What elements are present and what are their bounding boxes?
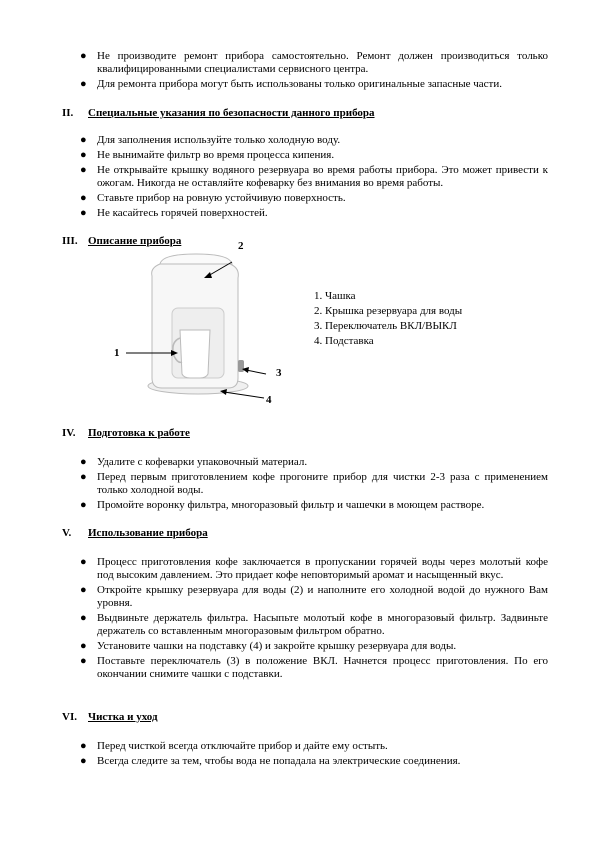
bullet-icon: ● <box>80 640 87 652</box>
list-item: ● Перед первым приготовлением кофе прогоните прибор для чистки 2-3 раза с применением только холодной воды. <box>80 471 548 496</box>
section-heading-description: III. Описание прибора <box>62 235 182 247</box>
safety-bullet-list <box>0 134 595 222</box>
list-item: ● Установите чашки на подставку (4) и закройте крышку резервуара для воды. <box>80 640 457 652</box>
callout-3: 3 <box>276 367 282 379</box>
bullet-icon: ● <box>80 584 87 596</box>
preparation-bullet-list <box>0 456 595 514</box>
legend-item: 1. Чашка <box>314 290 356 302</box>
lid-shape <box>160 254 232 264</box>
switch-shape <box>238 360 244 372</box>
section-heading-cleaning: VI. Чистка и уход <box>62 711 158 723</box>
callout-4: 4 <box>266 394 272 406</box>
bullet-icon: ● <box>80 471 87 483</box>
bullet-icon: ● <box>80 499 87 511</box>
list-item: ● Промойте воронку фильтра, многоразовый фильтр и чашечки в моющем растворе. <box>80 499 485 511</box>
list-item: ● Ставьте прибор на ровную устойчивую поверхность. <box>80 192 346 204</box>
section-heading-safety: II. Специальные указания по безопасности данного прибора <box>62 107 375 119</box>
bullet-icon: ● <box>80 149 87 161</box>
arrow-4 <box>224 392 264 398</box>
section-heading-usage: V. Использование прибора <box>62 527 208 539</box>
callout-1: 1 <box>114 347 120 359</box>
list-item: ● Откройте крышку резервуара для воды (2) и наполните его холодной водой до нужного Вам уровня. <box>80 584 548 609</box>
legend-item: 3. Переключатель ВКЛ/ВЫКЛ <box>314 320 457 332</box>
bullet-icon: ● <box>80 612 87 624</box>
legend-item: 2. Крышка резервуара для воды <box>314 305 463 317</box>
list-item: ● Не производите ремонт прибора самостоятельно. Ремонт должен производиться только квалифицированными специалистами сервисного центра. <box>80 50 548 75</box>
legend-item: 4. Подставка <box>314 335 374 347</box>
bullet-icon: ● <box>80 134 87 146</box>
bullet-icon: ● <box>80 78 87 90</box>
list-item: ● Всегда следите за тем, чтобы вода не попадала на электрические соединения. <box>80 755 461 767</box>
list-item: ● Перед чисткой всегда отключайте прибор и дайте ему остыть. <box>80 740 388 752</box>
bullet-icon: ● <box>80 755 87 767</box>
list-item: ● Для ремонта прибора могут быть использованы только оригинальные запасные части. <box>80 78 502 90</box>
list-item: ● Не открывайте крышку водяного резервуара во время работы прибора. Это может привести к ожогам. Никогда не оставляйте кофеварку без внимания во время работы. <box>80 164 548 189</box>
intro-bullet-list <box>0 50 595 93</box>
list-item: ● Процесс приготовления кофе заключается в пропускании горячей воды через молотый кофе под высоким давлением. Это придает кофе неповторимый аромат и насыщенный вкус. <box>80 556 548 581</box>
section-heading-preparation: IV. Подготовка к работе <box>62 427 190 439</box>
coffee-maker-illustration <box>100 238 310 408</box>
usage-bullet-list <box>0 556 595 683</box>
list-item: ● Для заполнения используйте только холодную воду. <box>80 134 341 146</box>
bullet-icon: ● <box>80 456 87 468</box>
bullet-icon: ● <box>80 655 87 667</box>
bullet-icon: ● <box>80 192 87 204</box>
list-item: ● Не касайтесь горячей поверхностей. <box>80 207 268 219</box>
arrow-3 <box>246 370 266 374</box>
list-item: ● Не вынимайте фильтр во время процесса кипения. <box>80 149 335 161</box>
bullet-icon: ● <box>80 207 87 219</box>
list-item: ● Удалите с кофеварки упаковочный материал. <box>80 456 308 468</box>
bullet-icon: ● <box>80 50 87 62</box>
list-item: ● Поставьте переключатель (3) в положение ВКЛ. Начнется процесс приготовления. По его окончании снимите чашки с подставки. <box>80 655 548 680</box>
bullet-icon: ● <box>80 164 87 176</box>
bullet-icon: ● <box>80 740 87 752</box>
cleaning-bullet-list <box>0 740 595 770</box>
cup-shape <box>180 330 210 378</box>
callout-2: 2 <box>238 240 244 252</box>
bullet-icon: ● <box>80 556 87 568</box>
parts-legend <box>314 289 462 349</box>
list-item: ● Выдвиньте держатель фильтра. Насыпьте молотый кофе в многоразовый фильтр. Задвиньте держатель со вставленным многоразовым фильтром обратно. <box>80 612 548 637</box>
